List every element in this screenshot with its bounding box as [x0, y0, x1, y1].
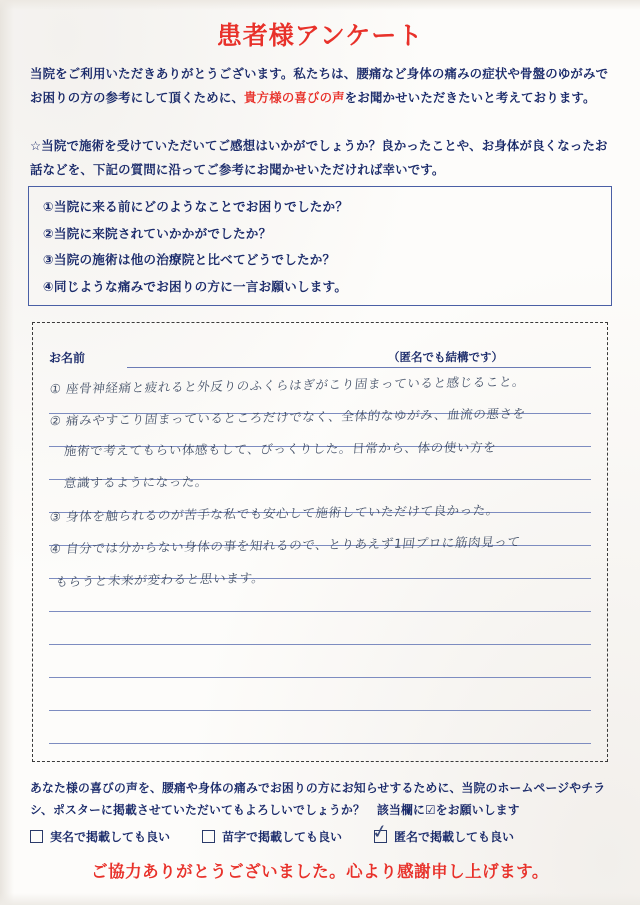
handwritten-line: ③ 身体を触られるのが苦手な私でも安心して施術していただけて良かった。 — [48, 502, 500, 525]
publish-options — [30, 819, 612, 845]
publish-option-label: 苗字で掲載しても良い — [222, 830, 343, 844]
answer-area — [32, 322, 608, 762]
intro-paragraph — [30, 62, 610, 110]
rule-line — [49, 414, 591, 447]
page-title: 患者様アンケート — [216, 21, 424, 50]
intro-text-part2: をお聞かせいただきたいと考えております。 — [344, 90, 596, 106]
handwritten-line: ① 座骨神経痛と疲れると外反りのふくらはぎがこり固まっていると感じること。 — [48, 373, 527, 397]
rule-line — [49, 579, 591, 612]
name-label: お名前 — [49, 351, 86, 365]
page-edge-shadow-top — [0, 0, 640, 10]
rule-line — [49, 711, 591, 744]
checkmark-icon: ✓ — [370, 819, 390, 845]
rule-line — [49, 546, 591, 579]
rule-line — [49, 447, 591, 480]
publish-option-label: 実名で掲載しても良い — [50, 830, 171, 844]
question-item-1: ①当院に来る前にどのようなことでお困りでしたか？ — [43, 199, 349, 214]
publish-option-label: 匿名で掲載しても良い — [394, 830, 515, 844]
instruction-paragraph: ☆当院で施術を受けていただいてご感想はいかがでしょうか？良かったことや、お身体が良くなったお話などを、下記の質問に沿ってご参考にお聞かせいただければ幸いです。 — [30, 138, 608, 178]
handwritten-line: ④ 自分では分からない身体の事を知れるので、とりあえず1回プロに筋肉見って — [48, 533, 522, 557]
ruled-lines[interactable] — [49, 381, 591, 744]
handwritten-line: 施術で考えてもらい体感もして、びっくりした。日常から、体の使い方を — [63, 439, 497, 459]
handwritten-line: 意識するようになった。 — [63, 473, 209, 491]
rule-line — [49, 480, 591, 513]
intro-text-part1: 当院をご利用いただきありがとうございます。私たちは、腰痛など身体の痛みの症状や骨盤のゆがみでお困りの方の参考にして頂くために、 — [30, 66, 609, 106]
question-item-2: ②当院に来院されていかかがでしたか？ — [43, 225, 272, 241]
rule-line — [49, 678, 591, 711]
rule-line — [49, 612, 591, 645]
publish-option-real-name[interactable] — [30, 828, 170, 845]
rule-line — [49, 513, 591, 546]
question-item-3: ③当院の施術は他の治療院と比べてどうでしたか？ — [43, 252, 336, 268]
intro-text-highlight: 貴方様の喜びの声 — [244, 90, 345, 106]
publish-option-anonymous[interactable] — [370, 819, 515, 845]
question-list-box — [28, 186, 612, 306]
checkbox-icon[interactable] — [30, 830, 43, 843]
checkbox-icon[interactable] — [202, 830, 215, 843]
question-item-4: ④同じような痛みでお困りの方に一言お願いします。 — [43, 278, 348, 294]
rule-line — [49, 381, 591, 414]
handwritten-line: ② 痛みやすこり固まっているところだけでなく、全体的なゆがみ、血流の悪さを — [48, 405, 527, 429]
page-edge-shadow-bottom — [0, 893, 640, 905]
thanks-message: ご協力ありがとうございました。心より感謝申し上げます。 — [91, 862, 549, 881]
publish-consent-text: あなた様の喜びの声を、腰痛や身体の痛みでお困りの方にお知らせするために、当院のホームページやチラシ、ポスターに掲載させていただいてもよろしいでしょうか？ 該当欄に☑をお願いします — [30, 781, 606, 817]
rule-line — [49, 645, 591, 678]
anonymous-note: （匿名でも結構です） — [388, 350, 503, 364]
name-row — [49, 349, 591, 371]
publish-option-surname[interactable] — [202, 828, 342, 845]
handwritten-line: もらうと未来が変わると思います。 — [54, 570, 266, 590]
page-edge-shadow-left — [0, 0, 14, 905]
checkbox-icon[interactable] — [370, 819, 390, 845]
name-input-line[interactable] — [127, 367, 591, 368]
